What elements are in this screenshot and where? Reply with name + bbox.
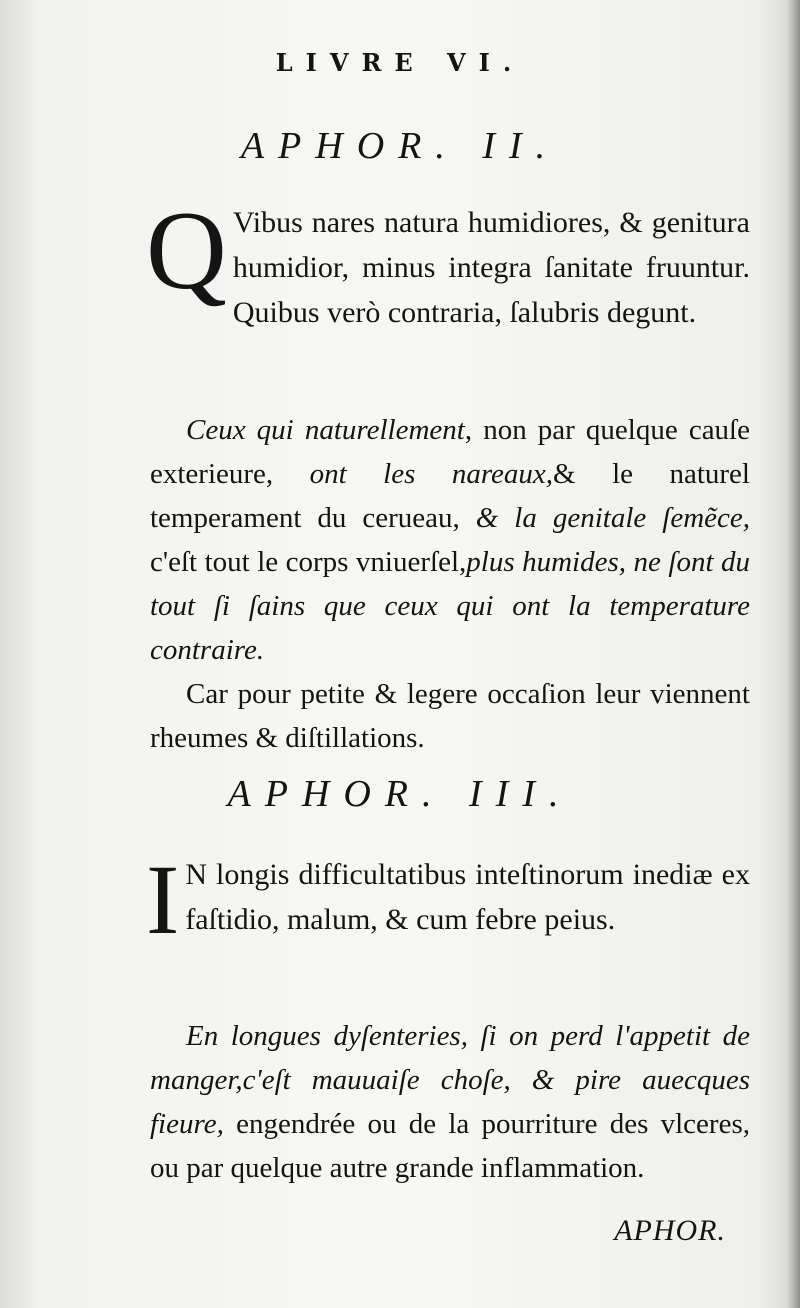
aphorism-2-title: APHOR. II. (240, 125, 560, 167)
french-roman-2: , non par quelque cauſe exterieure, (150, 414, 750, 490)
latin-text: Vibus nares natura humidiores, & genitura humidior, minus integra ſanitate fruuntur. Quibus verò contraria, ſalubris degunt. (232, 206, 750, 329)
french-italic-3: ont les nareaux, (309, 458, 554, 490)
drop-cap-i: I (146, 844, 180, 955)
aphorism-2-latin (146, 189, 750, 335)
page-edge-shadow (786, 0, 800, 1308)
aphorism-3-latin (146, 844, 750, 955)
french-paragraph-2: Car pour petite & legere occaſion leur viennent rheumes & diſtillations. (150, 678, 750, 754)
aphorism-3-title: APHOR. III. (227, 773, 573, 815)
french-paragraph-3 (150, 1014, 750, 1190)
drop-cap-q: Q (146, 189, 227, 313)
french-italic-5: & la genitale ſemẽce, (475, 502, 750, 534)
aphorism-3-french (150, 1014, 750, 1190)
french-roman-6: c'eſt tout le corps vniuerſel, (150, 546, 467, 578)
french-italic-a3: En longues dyſenteries, ſi on perd l'appetit de manger,c'eſt mauuaiſe choſe, & pire auecques fieure, (150, 1020, 750, 1140)
french-italic-1: Ceux qui naturellement (186, 414, 465, 446)
french-italic-7: plus humides, ne ſont du tout ſi ſains que ceux qui ont la temperature contraire. (150, 546, 750, 666)
french-roman-a3: engendrée ou de la pourriture des vlceres, ou par quelque autre grande inflammation. (150, 1108, 750, 1184)
latin-text: N longis difficultatibus inteſtinorum inediæ ex faſtidio, malum, & cum febre peius. (185, 858, 750, 936)
french-roman-4: & le naturel temperament du cerueau, (150, 458, 750, 534)
french-paragraph-1 (150, 408, 750, 672)
catchword: APHOR. (614, 1214, 726, 1247)
aphorism-2-french (150, 408, 750, 760)
running-header: LIVRE VI. (275, 48, 525, 77)
